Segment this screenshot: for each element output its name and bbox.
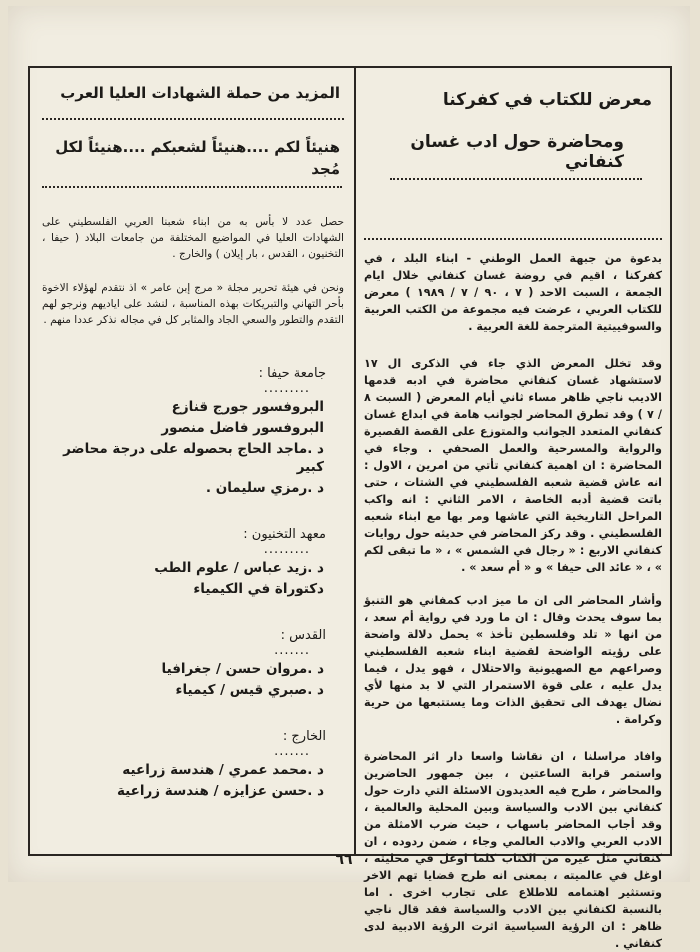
section-dots: ....... [274, 744, 310, 759]
article-paragraph: وأشار المحاضر الى ان ما ميز ادب كمفاني هو التنبؤ بما سوف يحدث وقال : ان ما ورد في رواية أم سعد ، من انها « تلد وفلسطين تأخذ » يحمل دلالة واضحة على رؤيته الواضحة لقضية ابناء شعبه الفلسطيني وصراعهم مع الصهيونية والاحتلال ، فهو يدل ، فيما يدل عليه ، على قوة الاستمرار التي لا بد منها لأي نضال يهدف الى تحقيق الذات وما يستتبعها من حرية وكرامة . [364, 594, 662, 726]
article-paragraph: وقد تخلل المعرض الذي جاء في الذكرى ال ١٧ لاستشهاد غسان كنفاني محاضرة في ادبه قدمها الاديب ناجي ظاهر مساء ثاني أيام المعرض ( السبت ٨ / ٧ ) وقد تطرق المحاضر لجوانب هامة في ابداع غسان كنفاني المتعدد الجوانب والمتوزع على القصة القصيرة والرواية والمسرحية والعمل الصحفي . وجاء في المحاضرة : ان اهمية كنفاني تأتي من امرين ، الاول : انه عاش قضية شعبه الفلسطيني في الشتات ، حتى باتت قضية أدبه الخاصة ، الامر الثاني : انه واكب المراحل التاريخية التي عاشها ومر بها مع ابناء شعبه الفلسطيني . وقد ركز المحاضر في حديثه حول روايات كنفاني الاربع : « رجال في الشمس » ، « ما تبقى لكم » ، « عائد الى حيفا » و « أم سعد » . [364, 357, 663, 574]
article-book-fair [356, 68, 672, 950]
names-list-abroad [42, 761, 324, 800]
article-paragraph: ونحن في هيئة تحرير مجلة « مرج إبن عامر » اذ نتقدم لهؤلاء الاخوة بأحر التهاني والتبريكات بهذه المناسبة ، لنشد على اياديهم ونرجو لهم التقدم والتطور والسعي الجاد والمثابر كل في مجاله نذكر عددا منهم . [42, 282, 344, 326]
section-heading-jerusalem: القدس : [280, 628, 326, 643]
section-dotted-rule [364, 238, 662, 240]
graduate-name: د .حسن عزايزه / هندسة زراعية [116, 783, 324, 799]
page-number: ٦٦ [335, 852, 353, 868]
title-dotted-rule [42, 118, 344, 120]
article-paragraph: حصل عدد لا بأس به من ابناء شعبنا العربي الفلسطيني على الشهادات العليا في المواضيع المختلفة من جامعات البلاد ( حيفا ، التخنيون ، القدس ، بار إيلان ) والخارج . [42, 216, 344, 260]
graduate-name: د .زيد عباس / علوم الطب [154, 560, 324, 576]
graduate-name: د .مروان حسن / جغرافيا [161, 661, 324, 677]
section-heading-technion: معهد التخنيون : [243, 527, 326, 542]
article-paragraph: بدعوة من جبهة العمل الوطني - ابناء البلد ، في كفركنا ، اقيم في روضة غسان كنفاني خلال ايام الجمعة ، السبت الاحد ( ٧ ، ٩٠ / ٧ / ١٩٨٩ ) معرض للكتاب العربي ، عرضت فيه مجموعة من الكتب العربية والسوفييتية المترجمة للغة العربية . [364, 252, 662, 333]
graduate-name: د .ماجد الحاج بحصوله على درجة محاضر كبير [63, 441, 324, 475]
graduate-name: د .صبري قيس / كيمياء [175, 682, 324, 698]
article-graduates [30, 68, 354, 854]
names-list-jerusalem [42, 660, 324, 699]
graduate-name: دكتوراة في الكيمياء [193, 581, 324, 597]
section-dots: ....... [274, 643, 310, 658]
names-list-haifa [42, 398, 324, 497]
article-subtitle: هنيئاً لكم ....هنيئاً لشعبكم ....هنيئاً لكل مُجد [55, 138, 340, 178]
graduate-name: البروفسور فاضل منصور [161, 420, 324, 436]
graduate-name: البروفسور جورج قنازع [171, 399, 324, 415]
article-title-line2: ومحاضرة حول ادب غسان كنفاني [410, 132, 624, 172]
graduate-name: د .محمد عمري / هندسة زراعيه [122, 762, 324, 778]
article-title-line1: معرض للكتاب في كفركنا [442, 90, 652, 110]
section-heading-abroad: الخارج : [282, 729, 326, 744]
article-title: المزيد من حملة الشهادات العليا العرب [60, 84, 340, 102]
article-paragraph: وافاد مراسلنا ، ان نقاشا واسعا دار اثر المحاضرة واستمر قرابة الساعتين ، بين جمهور الحاضرين والمحاضر ، طرح فيه العديدون الاسئلة التي دارت حول كنفاني بين الادب والسياسة وبين المحلية والعالمية ، وقد أجاب المحاضر باسهاب ، حيث ضرب الامثلة من الادب العربي والادب العالمي وجاء ، ضمن ردوده ، ان كنفاني مثل غيره من الكتاب كلما اوغل في محليته ، اوغل في عالميته ، بمعنى انه طرح قضايا تهم الاخر وتستثير اهتمامه للاطلاع على تجارب اخرى . اما بالنسبة لكنفاني بين الادب والسياسة فقد قال ناجي ظاهر : ان الرؤية السياسية اثرت الرؤية الادبية لدى كنفاني . [364, 750, 662, 950]
section-heading-haifa: جامعة حيفا : [258, 366, 326, 381]
names-list-technion [42, 559, 324, 598]
subtitle-dotted-rule [42, 186, 342, 188]
section-dots: ......... [263, 381, 310, 396]
column-divider [354, 68, 356, 854]
title-dotted-rule [390, 178, 642, 180]
section-dots: ......... [263, 542, 310, 557]
graduate-name: د .رمزي سليمان . [205, 480, 324, 496]
magazine-page [8, 6, 690, 950]
